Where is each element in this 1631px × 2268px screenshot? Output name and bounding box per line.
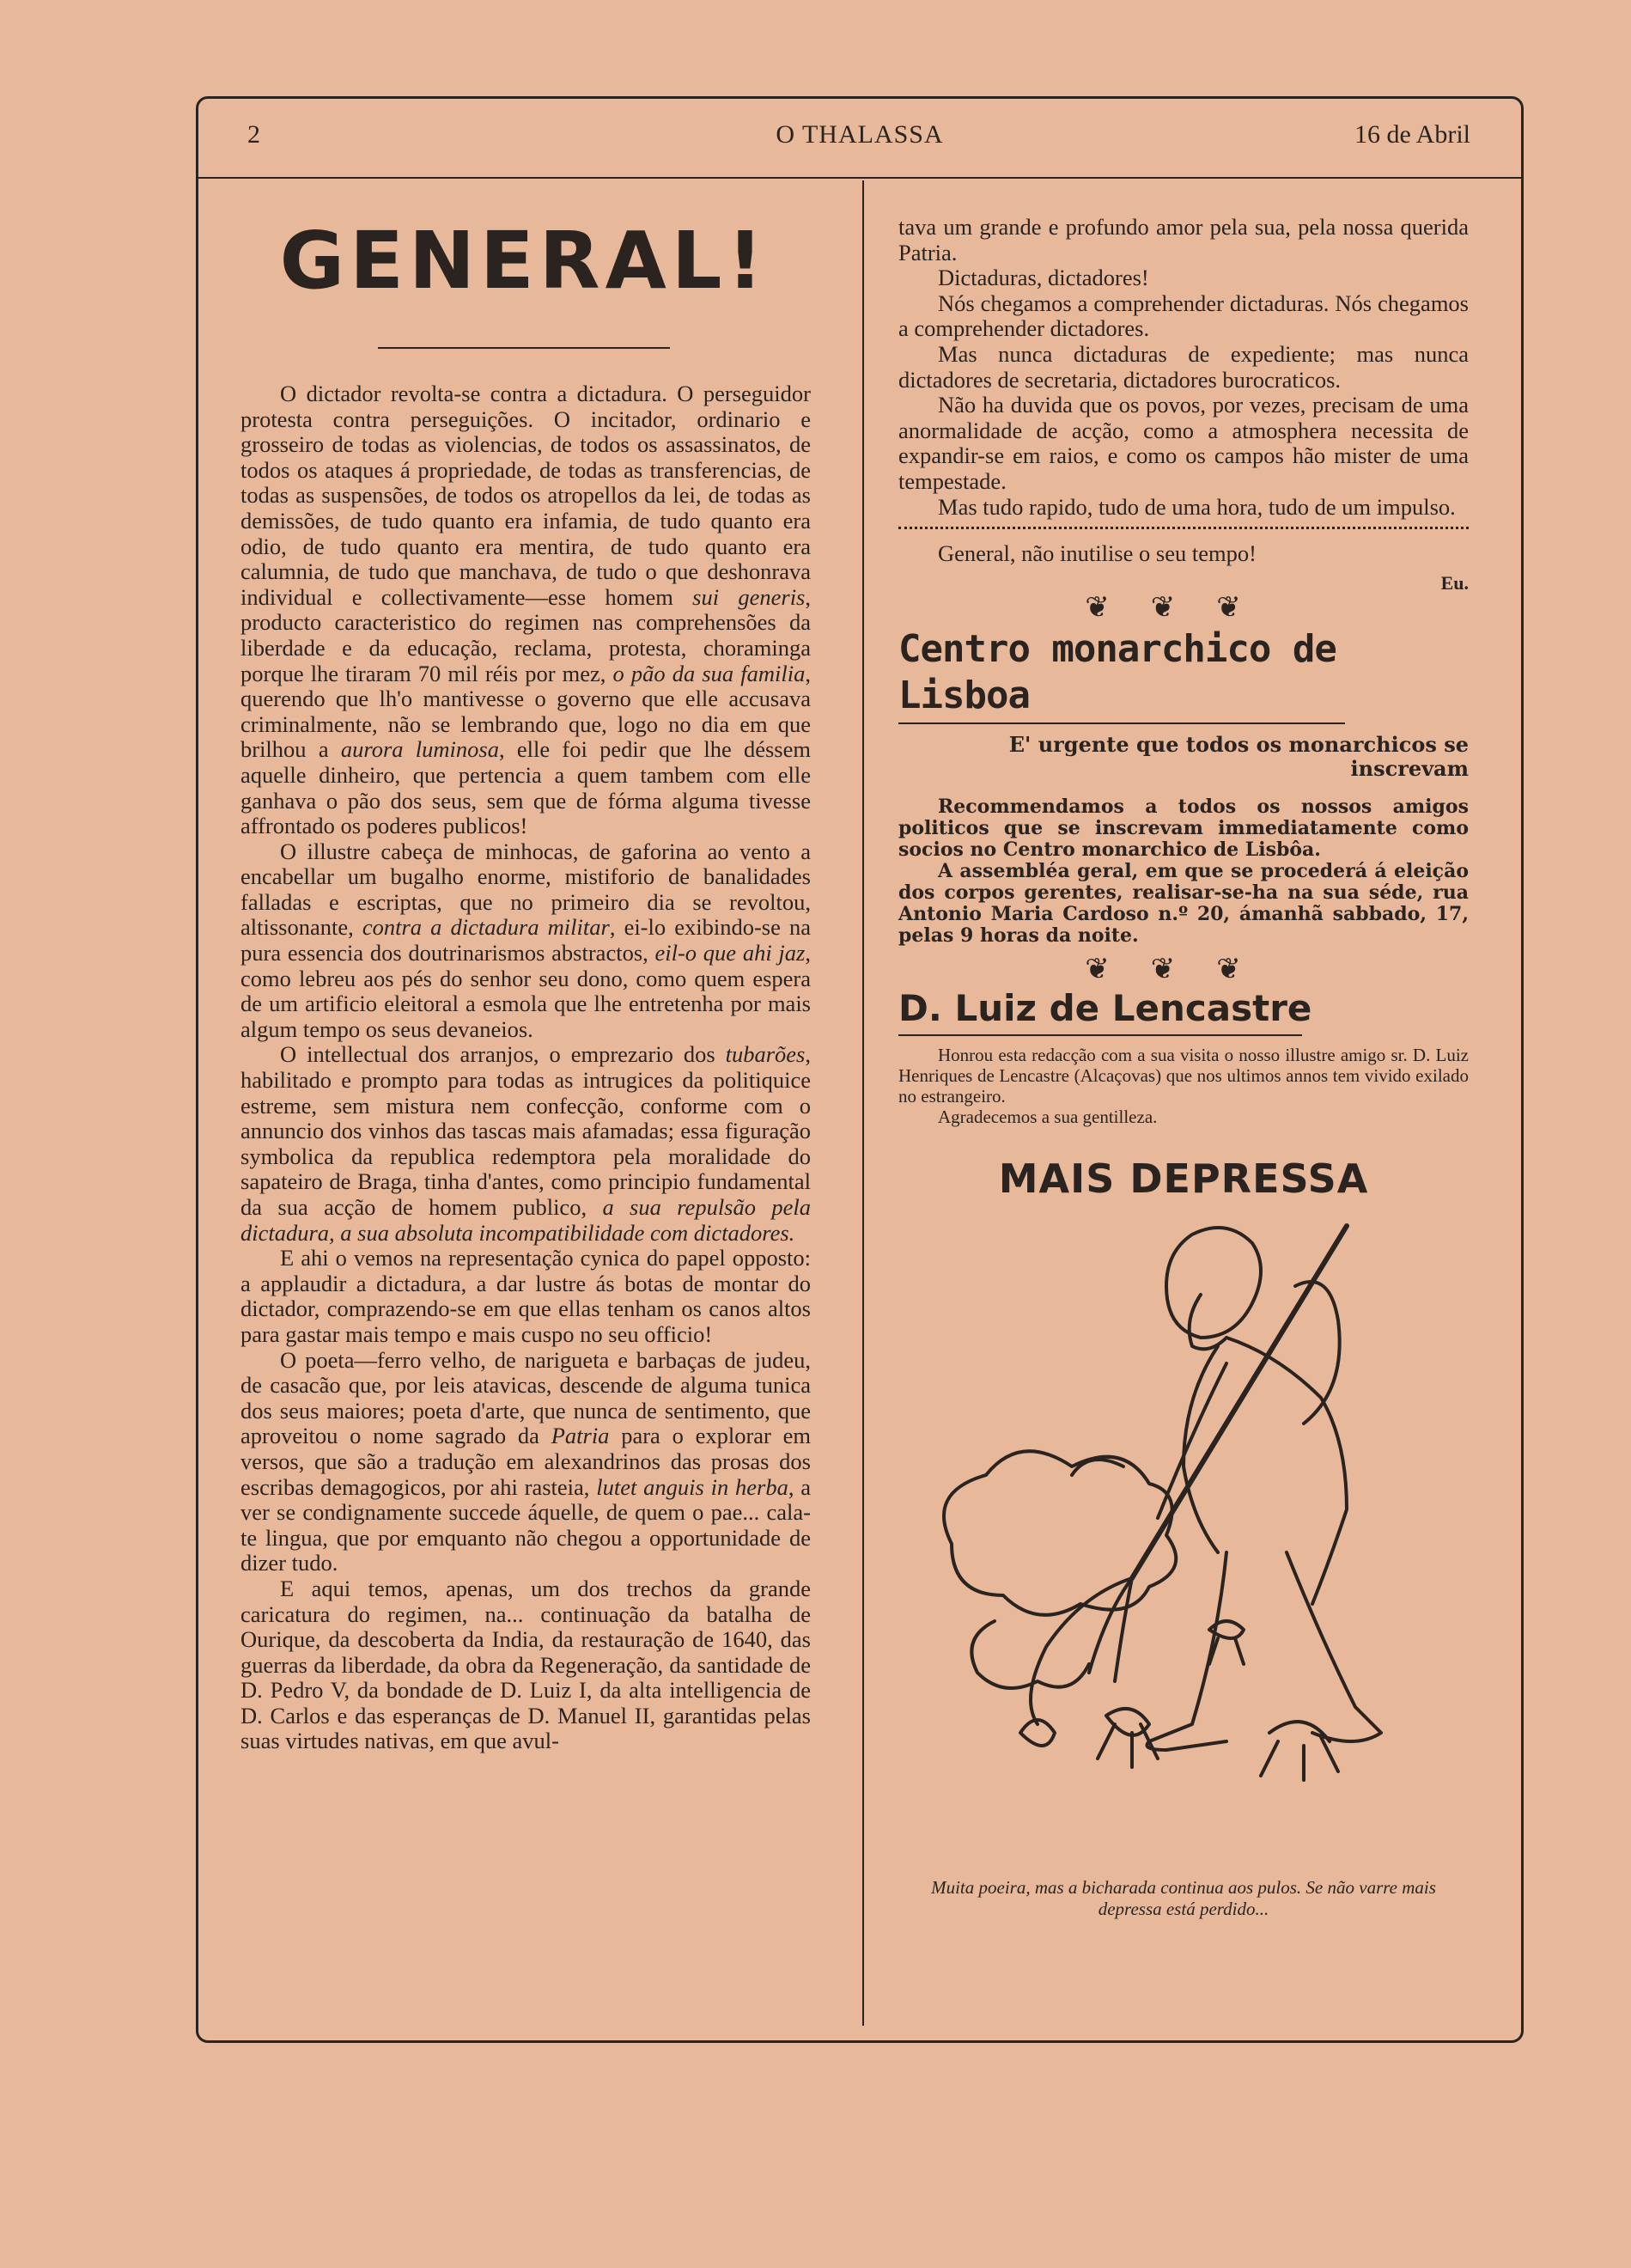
ornament-icon: ❦❦❦	[1085, 590, 1282, 625]
page-header	[196, 115, 1524, 179]
page-number: 2	[247, 120, 260, 149]
dotted-separator	[898, 527, 1469, 529]
urgent-notice: E' urgente que todos os monarchicos se inscrevam	[1008, 731, 1469, 781]
centro-text-2: A assembléa geral, em que se procederá á eleição dos corpos gerentes, realisar-se-ha na sua séde, rua Antonio Maria Cardoso n.º 20, ámanhã sabbado, 17, pelas 9 horas da noite.	[898, 859, 1469, 947]
paragraph-1: O dictador revolta-se contra a dictadura. O perseguidor protesta contra perseguições. O incitador, ordinario e grosseiro de todas as violencias, de todos os assassinatos, de todos os ataques á propriedade, de todas as transferencias, de todas as suspensões, de todos os atropellos da lei, de todas as demissões, de tudo quanto era infamia, de tudo quanto era odio, de tudo quanto era mentira, de tudo quanto era calumnia, de tudo que manchava, de tudo o que deshonrava individual e collectivamente—esse homem sui generis, producto caracteristico do regimen nas comprehensões da liberdade e da educação, reclama, protesta, choraminga porque lhe tiraram 70 mil réis por mez, o pão da sua familia, querendo que lh'o mantivesse o governo que elle accusava criminalmente, não se lembrando que, logo no dia em que brilhou a aurora luminosa, elle foi pedir que lhe déssem aquelle dinheiro, que pertencia a quem tambem com elle ganhava o pão dos seus, sem que de fórma alguma tivesse affrontado os poderes publicos!	[240, 381, 811, 839]
closing-line: General, não inutilise o seu tempo!	[938, 540, 1257, 567]
publication-title: O THALASSA	[776, 120, 944, 149]
paragraph-4: E ahi o vemos na representação cynica do papel opposto: a applaudir a dictadura, a dar lustre ás botas de montar do dictador, comprazendo-se em que ellas tenham os canos altos para gastar mais tempo e mais cuspo no seu officio!	[240, 1245, 811, 1347]
issue-date: 16 de Abril	[1354, 120, 1470, 149]
section-rule	[898, 722, 1345, 724]
continuation-5: Não ha duvida que os povos, por vezes, precisam de uma anormalidade de acção, como a atmosphera necessita de expandir-se em raios, e como os campos hão mister de uma tempestade.	[898, 392, 1469, 494]
lencastre-text-2: Agradecemos a sua gentilleza.	[938, 1106, 1158, 1127]
continuation-6: Mas tudo rapido, tudo de uma hora, tudo de um impulso.	[938, 493, 1456, 520]
cartoon-caption: Muita poeira, mas a bicharada continua aos pulos. Se não varre mais depressa está perdido...	[931, 1877, 1436, 1920]
section-title-centro: Centro monarchico de Lisboa	[898, 626, 1336, 717]
continuation-2: Dictaduras, dictadores!	[938, 265, 1149, 291]
continuation-1: tava um grande e profundo amor pela sua, pela nossa querida Patria.	[898, 214, 1469, 265]
section-title-lencastre: D. Luiz de Lencastre	[898, 986, 1312, 1029]
paragraph-5: O poeta—ferro velho, de narigueta e barbaças de judeu, de casacão que, por leis atavicas, descende de alguma tunica dos seus maiores; poeta d'arte, que nunca de sentimento, que aproveitou o nome sagrado da Patria para o explorar em versos, que são a tradução em alexandrinos das prosas dos escribas demagogicos, por ahi rasteia, lutet anguis in herba, a ver se condignamente succede áquelle, de quem o pae... cala-te lingua, que por emquanto não chegou a opportunidade de dizer tudo.	[240, 1346, 812, 1576]
right-column	[898, 215, 1469, 1920]
article-title: GENERAL!	[279, 215, 769, 307]
left-column	[240, 381, 811, 1754]
cartoon-title: MAIS DEPRESSA	[998, 1155, 1369, 1202]
continuation-3: Nós chegamos a comprehender dictaduras. Nós chegamos a comprehender dictadores.	[898, 290, 1469, 342]
title-rule	[378, 347, 670, 349]
cartoon-illustration	[917, 1217, 1450, 1870]
paragraph-2: O illustre cabeça de minhocas, de gaforina ao vento a encabellar um bugalho enorme, mistiforio de banalidades falladas e escriptas, que no primeiro dia se revoltou, altissonante, contra a dictadura militar, ei-lo exibindo-se na pura essencia dos doutrinarismos abstractos, eil-o que ahi jaz, como lebreu aos pés do senhor seu dono, como quem espera de um artificio eleitoral a esmola que lhe entretenha por mais algum tempo os seus devaneios.	[240, 838, 811, 1042]
paragraph-6: E aqui temos, apenas, um dos trechos da grande caricatura do regimen, na... continuação da batalha de Ourique, da descoberta da India, da restauração de 1640, das guerras da liberdade, da obra da Regeneração, da santidade de D. Pedro V, da bondade de D. Luiz I, da alta intelligencia de D. Carlos e das esperanças de D. Manuel II, garantidas pelas suas virtudes nativas, em que avul-	[240, 1575, 811, 1754]
ornament-icon: ❦❦❦	[1085, 951, 1282, 986]
lencastre-text-1: Honrou esta redacção com a sua visita o nosso illustre amigo sr. D. Luiz Henriques de Lencastre (Alcaçovas) que nos ultimos annos tem vivido exilado no estrangeiro.	[898, 1044, 1469, 1107]
signature: Eu.	[1440, 571, 1469, 594]
continuation-4: Mas nunca dictaduras de expediente; mas nunca dictadores de secretaria, dictadores burocraticos.	[898, 340, 1469, 393]
centro-text-1: Recommendamos a todos os nossos amigos politicos que se inscrevam immediatamente como socios no Centro monarchico de Lisbôa.	[898, 795, 1469, 861]
section-rule	[898, 1034, 1302, 1036]
column-divider	[862, 180, 864, 2026]
paragraph-3: O intellectual dos arranjos, o emprezario dos tubarões, habilitado e prompto para todas as intrugices da politiquice estreme, sem mistura nem confecção, conforme com o annuncio dos vinhos das tascas mais afamadas; essa figuração symbolica da republica redemptora pela moralidade do sapateiro de Braga, tinha d'antes, como principio fundamental da sua acção de homem publico, a sua repulsão pela dictadura, a sua absoluta incompatibilidade com dictadores.	[240, 1041, 811, 1246]
